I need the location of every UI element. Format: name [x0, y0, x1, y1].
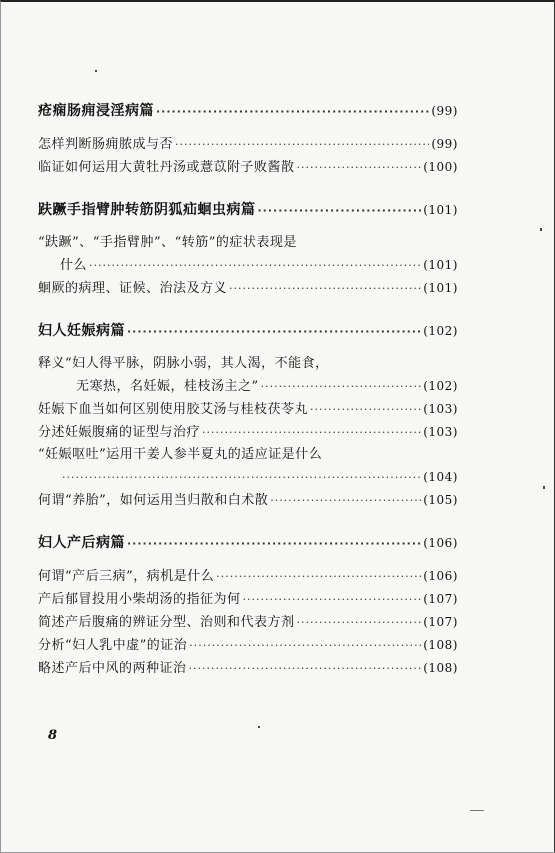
toc-page-number: (104) [423, 470, 458, 484]
speck-mark [470, 810, 484, 811]
toc-page-number: (108) [423, 638, 458, 652]
toc-entry [38, 133, 458, 156]
toc-entry-title: 临证如何运用大黄牡丹汤或薏苡附子败酱散 [38, 160, 295, 175]
toc-page-number: (108) [423, 661, 458, 675]
dot-leader [216, 566, 421, 588]
toc-entry-title: 产后郁冒投用小柴胡汤的指征为何 [38, 592, 241, 607]
toc-page-number: (100) [423, 160, 458, 174]
toc-entry [38, 398, 458, 421]
toc-entry [38, 375, 458, 398]
dot-leader [258, 200, 422, 222]
dot-leader [175, 134, 429, 156]
toc-entry-title: 何谓“养胎”，如何运用当归散和白术散 [38, 493, 269, 508]
toc-entry [38, 657, 458, 680]
speck-mark [258, 726, 260, 728]
toc-entry [38, 634, 458, 657]
dot-leader [189, 658, 422, 680]
toc-entry-title: 何谓“产后三病”，病机是什么 [38, 569, 215, 584]
dot-leader [310, 399, 421, 421]
toc-entry-title: 分析“妇人乳中虚”的证治 [38, 638, 188, 653]
toc-entry-title: 趺蹶手指臂肿转筋阴狐疝蛔虫病篇 [38, 202, 256, 218]
toc-entry-title: 蛔厥的病理、证候、治法及方义 [38, 281, 228, 296]
dot-leader [62, 467, 421, 489]
section-gap [38, 512, 458, 532]
toc-entry [38, 565, 458, 588]
toc-entry [38, 588, 458, 611]
toc-entry-title: 疮痫肠痈浸淫病篇 [38, 103, 154, 119]
dot-leader [127, 533, 421, 555]
toc-section-heading [38, 532, 458, 555]
toc-page-number: (103) [423, 425, 458, 439]
toc-page-number: (106) [423, 536, 458, 550]
speck-mark [543, 486, 545, 489]
dot-leader [89, 255, 421, 277]
toc-page-number: (102) [423, 379, 458, 393]
dot-leader [243, 589, 422, 611]
toc-entry [38, 156, 458, 179]
toc-entry-title: 无寒热，名妊娠，桂枝汤主之” [76, 379, 259, 394]
toc-page-number: (102) [423, 324, 458, 338]
toc-entry-line: 释义“妇人得平脉，阴脉小弱，其人渴，不能食， [38, 356, 329, 371]
toc-entry-title: 略述产后中风的两种证治 [38, 661, 187, 676]
speck-mark [95, 70, 97, 72]
toc-section-heading [38, 100, 458, 123]
section-gap [38, 343, 458, 353]
toc-entry-title: 妇人妊娠病篇 [38, 323, 125, 339]
dot-leader [127, 321, 421, 343]
dot-leader [156, 101, 429, 123]
toc-entry [38, 254, 458, 277]
section-gap [38, 300, 458, 320]
dot-leader [189, 635, 421, 657]
section-gap [38, 222, 458, 232]
toc-page-number: (107) [423, 615, 458, 629]
toc-page-number: (105) [423, 493, 458, 507]
toc-page-number: (101) [423, 203, 458, 217]
toc-page-number: (101) [423, 258, 458, 272]
toc-page-number: (99) [431, 137, 458, 151]
toc-entry-title: 什么 [60, 258, 88, 273]
toc-entry-line: “趺蹶”、“手指臂肿”、“转筋”的症状表现是 [38, 235, 297, 250]
toc-entry-title: 分述妊娠腹痛的证型与治疗 [38, 425, 201, 440]
speck-mark [540, 228, 542, 231]
toc-entry [38, 466, 458, 489]
dot-leader [297, 157, 422, 179]
toc-entry-title: 简述产后腹痛的辨证分型、治则和代表方剂 [38, 615, 295, 630]
dot-leader [297, 612, 422, 634]
toc-entry [38, 277, 458, 300]
toc-entry [38, 421, 458, 444]
dot-leader [270, 490, 421, 512]
toc-section-heading [38, 320, 458, 343]
dot-leader [261, 376, 422, 398]
toc-entry [38, 611, 458, 634]
toc-entry-title: 妊娠下血当如何区别使用胶艾汤与桂枝茯苓丸 [38, 402, 309, 417]
toc-entry [38, 489, 458, 512]
table-of-contents [38, 100, 458, 680]
page-number: 8 [48, 728, 58, 743]
toc-entry-title: 妇人产后病篇 [38, 535, 125, 551]
toc-page-number: (107) [423, 592, 458, 606]
toc-page-number: (103) [423, 402, 458, 416]
section-gap [38, 555, 458, 565]
toc-section-heading [38, 199, 458, 222]
toc-page-number: (101) [423, 281, 458, 295]
dot-leader [202, 422, 421, 444]
toc-page-number: (106) [423, 569, 458, 583]
dot-leader [229, 278, 421, 300]
section-gap [38, 123, 458, 133]
toc-page-number: (99) [431, 104, 458, 118]
toc-entry-title: 怎样判断肠痈脓成与否 [38, 137, 174, 152]
toc-entry-line: “妊娠呕吐”运用干姜人参半夏丸的适应证是什么 [38, 447, 323, 462]
section-gap [38, 179, 458, 199]
